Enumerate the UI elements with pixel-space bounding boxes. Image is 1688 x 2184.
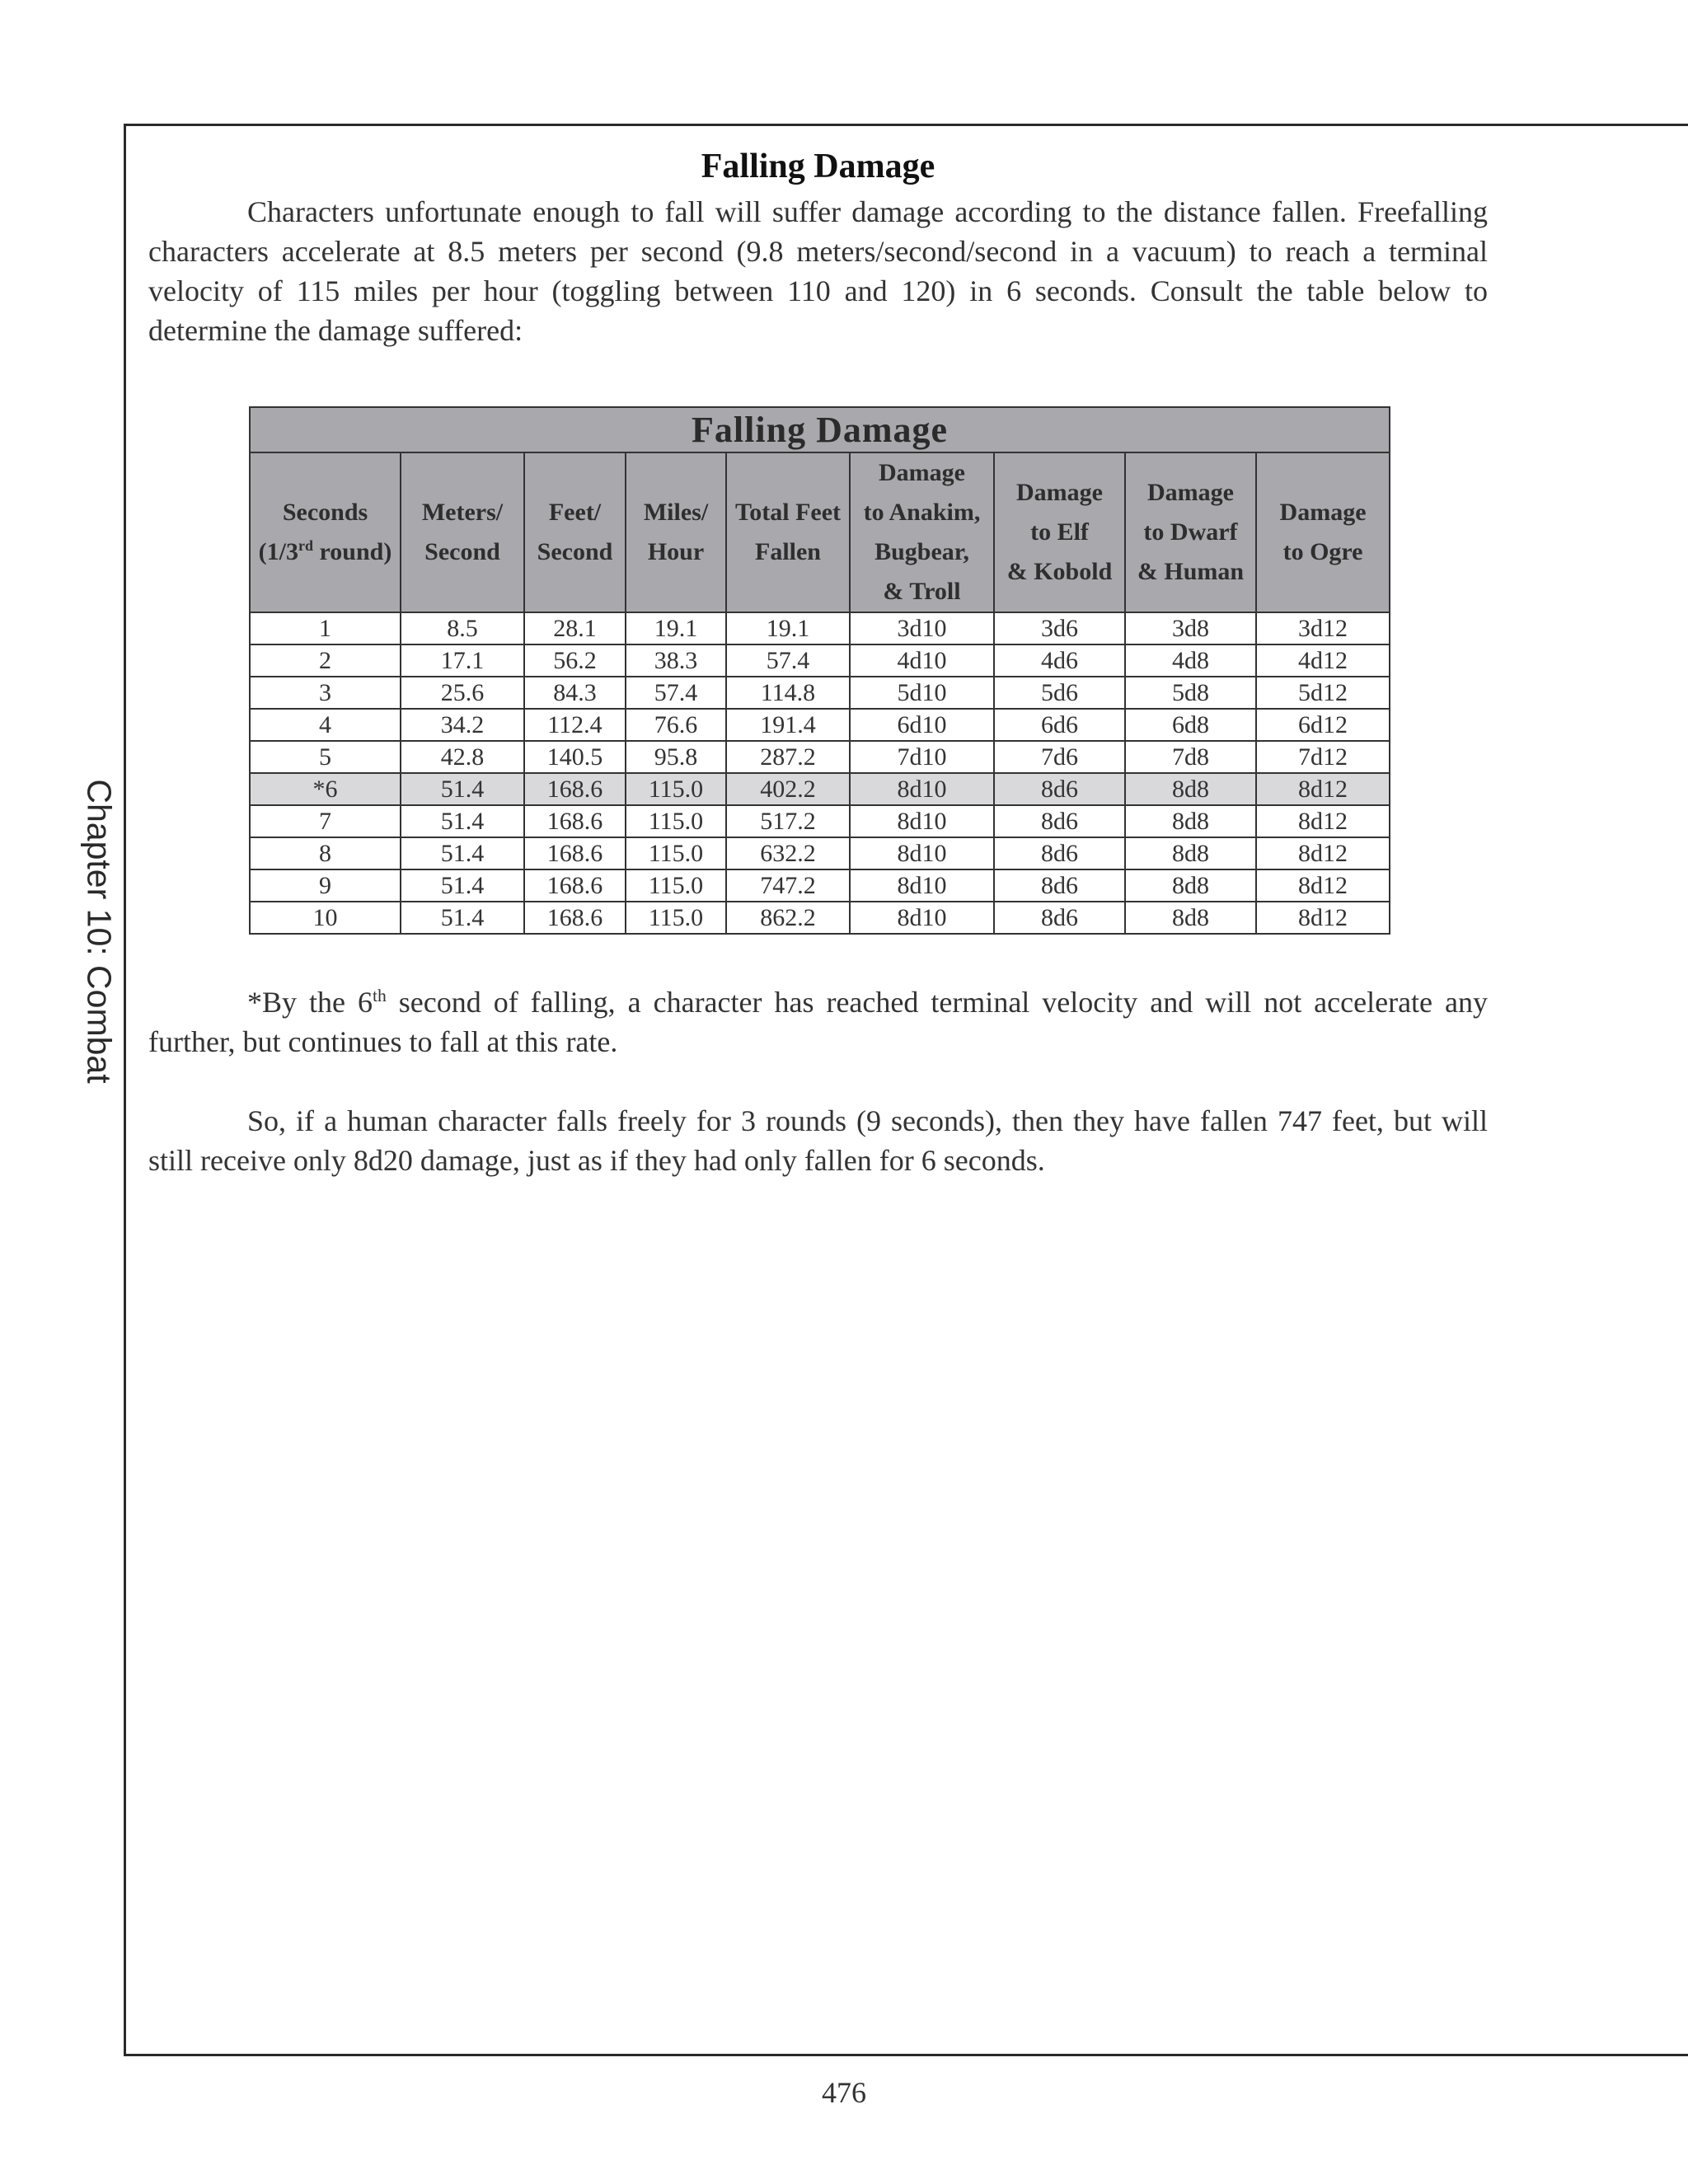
table-cell: 8d6 [994,902,1125,934]
column-header [626,452,726,612]
table-cell: 8d10 [850,902,994,934]
column-header [401,452,524,612]
table-cell: 7 [250,805,401,837]
page-content [148,144,1488,350]
table-cell: 5 [250,741,401,773]
column-header-line: Damage [1016,479,1103,506]
table-cell: 8d10 [850,869,994,902]
column-header-line: (1/3rd round) [258,537,392,565]
table-cell: 8d10 [850,837,994,869]
column-header [850,452,994,612]
table-body [250,612,1390,934]
column-header [994,452,1125,612]
table-cell: 57.4 [726,644,850,677]
column-header [726,452,850,612]
page-frame-bottom-rule [124,2054,1688,2056]
table-cell: 51.4 [401,837,524,869]
table-cell: 4d6 [994,644,1125,677]
falling-damage-table-wrap [249,406,1389,935]
table-cell: 8 [250,837,401,869]
table-cell: 38.3 [626,644,726,677]
table-cell: 862.2 [726,902,850,934]
table-cell: 115.0 [626,805,726,837]
table-cell: 8d10 [850,805,994,837]
column-header-line: to Elf [1030,518,1089,546]
column-header-line: & Troll [883,578,961,605]
table-cell: *6 [250,773,401,805]
column-header-line: Second [424,538,500,565]
column-header [1125,452,1256,612]
table-cell: 168.6 [524,869,626,902]
table-cell: 4 [250,709,401,741]
table-row [250,677,1390,709]
table-cell: 115.0 [626,902,726,934]
table-cell: 8d6 [994,869,1125,902]
table-cell: 6d8 [1125,709,1256,741]
table-row [250,612,1390,644]
table-cell: 287.2 [726,741,850,773]
table-cell: 19.1 [626,612,726,644]
table-cell: 5d8 [1125,677,1256,709]
table-cell: 51.4 [401,869,524,902]
table-cell: 3d8 [1125,612,1256,644]
table-row [250,869,1390,902]
table-cell: 112.4 [524,709,626,741]
table-row [250,709,1390,741]
column-header-line: Damage [1147,479,1234,506]
table-cell: 51.4 [401,805,524,837]
column-header-line: Fallen [755,538,821,565]
table-cell: 517.2 [726,805,850,837]
table-cell: 8d12 [1256,902,1390,934]
table-cell: 8d12 [1256,837,1390,869]
table-cell: 4d10 [850,644,994,677]
table-cell: 56.2 [524,644,626,677]
table-cell: 6d12 [1256,709,1390,741]
page-frame-top-rule [124,124,1688,126]
table-cell: 8d8 [1125,805,1256,837]
terminal-velocity-note [148,982,1488,1062]
table-cell: 5d6 [994,677,1125,709]
table-cell: 57.4 [626,677,726,709]
table-header-row [250,452,1390,612]
table-cell: 8d12 [1256,773,1390,805]
table-cell: 51.4 [401,902,524,934]
table-cell: 25.6 [401,677,524,709]
chapter-side-label: Chapter 10: Combat [80,779,119,1084]
column-header-line: & Kobold [1006,558,1113,585]
table-cell: 8d12 [1256,869,1390,902]
table-row [250,741,1390,773]
table-cell: 8.5 [401,612,524,644]
table-cell: 7d10 [850,741,994,773]
column-header-line: Feet/ [548,499,602,526]
column-header-line: Second [537,538,613,565]
column-header-line: Total Feet [734,499,842,526]
table-cell: 8d10 [850,773,994,805]
table-caption: Falling Damage [250,407,1390,452]
table-cell: 4d8 [1125,644,1256,677]
column-header-line: to Anakim, [863,499,981,526]
table-cell: 114.8 [726,677,850,709]
table-cell: 115.0 [626,869,726,902]
section-title: Falling Damage [701,148,935,185]
table-cell: 140.5 [524,741,626,773]
table-cell: 8d8 [1125,869,1256,902]
table-cell: 6d6 [994,709,1125,741]
table-cell: 8d8 [1125,902,1256,934]
table-cell: 8d6 [994,773,1125,805]
table-cell: 3d10 [850,612,994,644]
column-header-line: Damage [1279,499,1367,526]
column-header-line: to Dwarf [1143,518,1238,546]
table-cell: 7d8 [1125,741,1256,773]
table-row [250,644,1390,677]
table-cell: 10 [250,902,401,934]
table-cell: 168.6 [524,773,626,805]
table-cell: 7d6 [994,741,1125,773]
table-cell: 3d12 [1256,612,1390,644]
table-cell: 76.6 [626,709,726,741]
table-cell: 84.3 [524,677,626,709]
table-row [250,773,1390,805]
intro-paragraph: Characters unfortunate enough to fall will suffer damage according to the distance fallen. Freefalling characters accelerate at 8.5 meters per second (9.8 meters/second/second in a vacuum) to reach a terminal velocity of 115 miles per hour (toggling between 110 and 120) in 6 seconds. Consult the table below to determine the damage suffered: [148,195,1488,347]
table-cell: 42.8 [401,741,524,773]
table-cell: 115.0 [626,837,726,869]
table-cell: 402.2 [726,773,850,805]
note-text-end: second of falling, a character has reached terminal velocity and will not accelerate any further, but continues to fall at this rate. [148,986,1488,1058]
table-row [250,902,1390,934]
column-header-line: Hour [647,538,705,565]
table-cell: 5d10 [850,677,994,709]
table-cell: 34.2 [401,709,524,741]
example-paragraph: So, if a human character falls freely for 3 rounds (9 seconds), then they have fallen 747 feet, but will still receive only 8d20 damage, just as if they had only fallen for 6 seconds. [148,1104,1488,1177]
table-cell: 168.6 [524,805,626,837]
note-superscript: th [372,986,387,1005]
column-header [524,452,626,612]
column-header [250,452,401,612]
column-header-line: & Human [1137,558,1245,585]
column-header-line: Bugbear, [874,538,969,565]
table-cell: 168.6 [524,902,626,934]
table-cell: 8d6 [994,805,1125,837]
notes-block [148,982,1488,1180]
table-cell: 3d6 [994,612,1125,644]
column-header-line: Seconds [282,499,368,526]
table-cell: 168.6 [524,837,626,869]
table-cell: 747.2 [726,869,850,902]
table-cell: 2 [250,644,401,677]
page-frame-left-rule [124,124,126,2056]
table-cell: 19.1 [726,612,850,644]
column-header-line: Meters/ [421,499,504,526]
table-row [250,837,1390,869]
falling-damage-table [249,406,1390,935]
table-cell: 8d6 [994,837,1125,869]
column-header [1256,452,1390,612]
column-header-line: Miles/ [643,499,709,526]
table-cell: 8d12 [1256,805,1390,837]
table-cell: 191.4 [726,709,850,741]
table-cell: 4d12 [1256,644,1390,677]
table-row [250,805,1390,837]
table-cell: 95.8 [626,741,726,773]
table-cell: 8d8 [1125,837,1256,869]
table-cell: 115.0 [626,773,726,805]
column-header-line: Damage [879,459,965,486]
table-cell: 7d12 [1256,741,1390,773]
page-number: 476 [822,2076,866,2109]
table-cell: 9 [250,869,401,902]
table-cell: 632.2 [726,837,850,869]
column-header-line: to Ogre [1282,538,1363,565]
table-cell: 51.4 [401,773,524,805]
note-text-start: *By the 6 [247,986,373,1019]
table-cell: 8d8 [1125,773,1256,805]
table-cell: 5d12 [1256,677,1390,709]
table-cell: 28.1 [524,612,626,644]
table-cell: 6d10 [850,709,994,741]
table-cell: 17.1 [401,644,524,677]
table-cell: 1 [250,612,401,644]
table-cell: 3 [250,677,401,709]
